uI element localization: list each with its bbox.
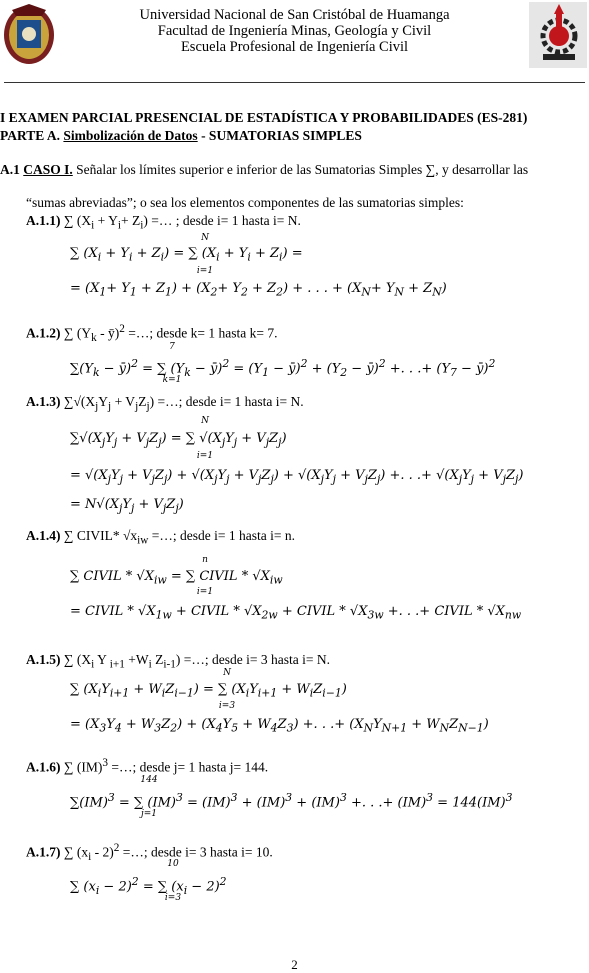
sum-upper-limit: N — [201, 416, 209, 426]
math-line: ∑ $(x_i - 2)^2$ = ∑ $(x_i - 2)^2$ — [70, 875, 227, 897]
sum-lower-limit: k=1 — [162, 375, 182, 385]
math-line: = $(X_3Y_4 + W_3Z_2) + (X_4Y_5 + W_4Z_3)$ +. . .+ $(X_NY_{N+1} + W_NZ_{N-1})$ — [70, 717, 489, 735]
part-title: PARTE A. Simbolización de Datos - SUMATORIAS SIMPLES — [0, 128, 362, 143]
math-line: = $N√(X_jY_j + V_jZ_j)$ — [70, 497, 184, 515]
problem-statement: A.1.1) ∑ $(X_i + Y_i+ Z_i)$ =… ; desde i= 1 hasta i= N. — [26, 213, 301, 232]
problem-statement: A.1.2) ∑ ($Y_k$ - ȳ)$^2$ =…; desde k= 1 hasta k= 7. — [26, 323, 278, 345]
math-line: = $(X_1+ Y_1 + Z_1) + (X_2+ Y_2 + Z_2)$ + . . . + $(X_N+ Y_N + Z_N)$ — [70, 281, 447, 299]
header-divider — [4, 82, 585, 83]
math-line: $\sum(Y_k$ − ȳ)$^2$ = ∑ ($Y_k$ − ȳ)$^2$ = ($Y_1$ − ȳ)$^2$ + ($Y_2$ − ȳ)$^2$ +. . .+ ($Y_7$ − ȳ)$^2$ — [70, 357, 496, 379]
school-name: Escuela Profesional de Ingeniería Civil — [180, 39, 409, 55]
math-line: $\sum√(X_jY_j + V_jZ_j)$ = ∑ $√(X_jY_j + V_jZ_j)$ — [70, 431, 287, 449]
problem-statement: A.1.7) ∑ $(x_i - 2)^2$ =…; desde i= 3 hasta i= 10. — [26, 842, 273, 864]
sum-upper-limit: 144 — [140, 775, 158, 785]
sum-lower-limit: i=1 — [196, 451, 214, 461]
sum-lower-limit: i=3 — [218, 701, 236, 711]
math-line: = CIVIL * $√X_{1w}$ + CIVIL * $√X_{2w}$ + CIVIL * $√X_{3w}$ +. . .+ CIVIL * $√X_{nw}$ — [70, 604, 522, 622]
problem-statement: A.1.3) $\sum√(X_jY_j + V_jZ_j)$ =…; desde i= 1 hasta i= N. — [26, 394, 304, 413]
math-line: ∑ CIVIL * $√X_{iw}$ = ∑ CIVIL * $√X_{iw}$ — [70, 569, 283, 587]
problem-statement: A.1.6) ∑ (IM)$^3$ =…; desde j= 1 hasta j= 144. — [26, 757, 269, 775]
math-line: = $√(X_jY_j + V_jZ_j) + √(X_jY_j + V_jZ_j) + √(X_jY_j + V_jZ_j)$ +. . .+ $√(X_jY_j + V_jZ_j)$ — [70, 468, 524, 486]
problem-statement: A.1.4) ∑ CIVIL* $√x_{iw}$ =…; desde i= 1 hasta i= n. — [26, 528, 295, 547]
math-line: ∑ $(X_i + Y_i + Z_i)$ = ∑ $(X_i + Y_i + Z_i)$ = — [70, 246, 303, 264]
sum-upper-limit: n — [202, 555, 208, 565]
faculty-name: Facultad de Ingeniería Minas, Geología y Civil — [157, 23, 432, 39]
sum-lower-limit: i=1 — [196, 266, 214, 276]
sum-lower-limit: i=3 — [164, 893, 182, 903]
university-name: Universidad Nacional de San Cristóbal de Huamanga — [139, 7, 450, 23]
math-line: ∑ $(X_iY_{i+1} + W_iZ_{i-1})$ = ∑ $(X_iY_{i+1} + W_iZ_{i-1})$ — [70, 682, 347, 700]
exam-title: I EXAMEN PARCIAL PRESENCIAL DE ESTADÍSTICA Y PROBABILIDADES (ES-281) — [0, 110, 528, 125]
math-line: ∑(IM)$^3$ = ∑ (IM)$^3$ = (IM)$^3$ + (IM)$^3$ + (IM)$^3$ +. . .+ (IM)$^3$ = 144(IM)$^3$ — [70, 791, 513, 811]
sum-upper-limit: 7 — [169, 342, 175, 352]
page-number: 2 — [291, 957, 298, 972]
problem-statement: A.1.5) ∑ ($X_i$ Y $_{i+1} +W_i$ $Z_{i-1}$) =…; desde i= 3 hasta i= N. — [26, 652, 330, 671]
sum-upper-limit: 10 — [167, 859, 179, 869]
sum-upper-limit: N — [223, 668, 231, 678]
case-statement-continued: “sumas abreviadas”; o sea los elementos componentes de las sumatorias simples: — [26, 195, 464, 210]
case-statement: A.1 CASO I. Señalar los límites superior e inferior de las Sumatorias Simples ∑, y desarrollar las — [0, 162, 529, 177]
sum-lower-limit: j=1 — [140, 809, 158, 819]
sum-upper-limit: N — [201, 233, 209, 243]
sum-lower-limit: i=1 — [196, 587, 214, 597]
